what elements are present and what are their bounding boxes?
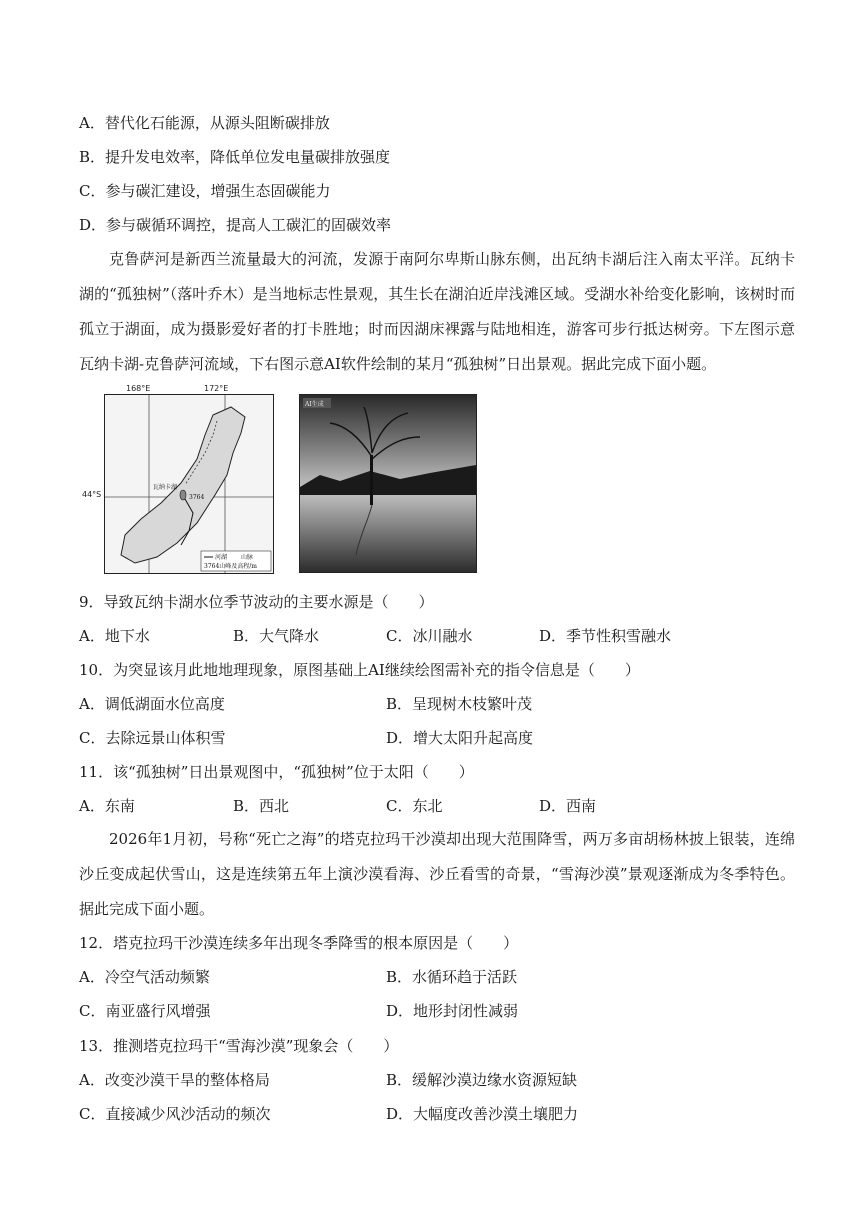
map-peak-label: 3764: [189, 494, 205, 501]
q13-option-c: C．直接减少风沙活动的频次: [79, 1105, 271, 1123]
q9-option-b: B．大气降水: [233, 627, 320, 645]
q8-option-b: B．提升发电效率，降低单位发电量碳排放强度: [79, 148, 391, 166]
lone-tree-photo: [299, 394, 477, 573]
q11-option-a: A．东南: [79, 797, 135, 815]
q13-option-b: B．缓解沙漠边缘水资源短缺: [386, 1071, 578, 1089]
map-frame: [104, 394, 274, 574]
q9-option-a: A．地下水: [79, 627, 150, 645]
legend-peak: 3764山峰及高程/m: [204, 563, 257, 570]
q10-option-b: B．呈现树木枝繁叶茂: [386, 695, 533, 713]
q13-stem: 13．推测塔克拉玛干“雪海沙漠”现象会（ ）: [79, 1037, 399, 1055]
legend-river: 河湖: [215, 554, 228, 561]
q8-option-c: C．参与碳汇建设，增强生态固碳能力: [79, 182, 331, 200]
map-lon-168: 168°E: [126, 384, 151, 393]
map-lake-label: 瓦纳卡湖: [153, 484, 178, 491]
passage-taklimakan: 2026年1月初，号称“死亡之海”的塔克拉玛干沙漠却出现大范围降雪，两万多亩胡杨林披上银装，连绵沙丘变成起伏雪山，这是连续第五年上演沙漠看海、沙丘看雪的奇景，“雪海沙漠”景观逐渐成为冬季特色。据此完成下面小题。: [79, 830, 795, 918]
map-lon-172: 172°E: [204, 384, 229, 393]
q11-option-d: D．西南: [539, 797, 597, 815]
q12-option-d: D．地形封闭性减弱: [386, 1002, 519, 1020]
legend-mountain: 山脉: [241, 554, 254, 561]
q12-option-a: A．冷空气活动频繁: [79, 968, 210, 986]
q12-stem: 12．塔克拉玛干沙漠连续多年出现冬季降雪的根本原因是（ ）: [79, 934, 519, 952]
south-island-map: [105, 395, 273, 573]
lone-tree-scene: [300, 395, 476, 572]
q12-option-c: C．南亚盛行风增强: [79, 1002, 211, 1020]
q8-option-d: D．参与碳循环调控，提高人工碳汇的固碳效率: [79, 216, 392, 234]
map-lat-44: 44°S: [82, 490, 102, 499]
q12-option-b: B．水循环趋于活跃: [386, 968, 518, 986]
map-figure: [80, 382, 280, 577]
q9-stem: 9．导致瓦纳卡湖水位季节波动的主要水源是（ ）: [79, 593, 434, 611]
q8-option-a: A．替代化石能源，从源头阻断碳排放: [79, 114, 330, 132]
q9-option-d: D．季节性积雪融水: [539, 627, 672, 645]
q10-option-c: C．去除远景山体积雪: [79, 729, 226, 747]
passage-wanaka: 克鲁萨河是新西兰流量最大的河流，发源于南阿尔卑斯山脉东侧，出瓦纳卡湖后注入南太平洋。瓦纳卡湖的“孤独树”（落叶乔木）是当地标志性景观，其生长在湖泊近岸浅滩区域。受湖水补给变化影响，该树时而孤立于湖面，成为摄影爱好者的打卡胜地；时而因湖床裸露与陆地相连，游客可步行抵达树旁。下左图示意瓦纳卡湖-克鲁萨河流域，下右图示意AI软件绘制的某月“孤独树”日出景观。据此完成下面小题。: [79, 250, 795, 373]
q13-option-d: D．大幅度改善沙漠土壤肥力: [386, 1105, 579, 1123]
q10-option-a: A．调低湖面水位高度: [79, 695, 225, 713]
q11-stem: 11．该“孤独树”日出景观图中，“孤独树”位于太阳（ ）: [79, 763, 474, 781]
q9-option-c: C．冰川融水: [386, 627, 473, 645]
q11-option-b: B．西北: [233, 797, 290, 815]
q10-option-d: D．增大太阳升起高度: [386, 729, 534, 747]
photo-ai-tag: AI生成: [305, 401, 324, 408]
q10-stem: 10．为突显该月此地地理现象，原图基础上AI继续绘图需补充的指令信息是（ ）: [79, 661, 640, 679]
q13-option-a: A．改变沙漠干旱的整体格局: [79, 1071, 270, 1089]
q11-option-c: C．东北: [386, 797, 443, 815]
